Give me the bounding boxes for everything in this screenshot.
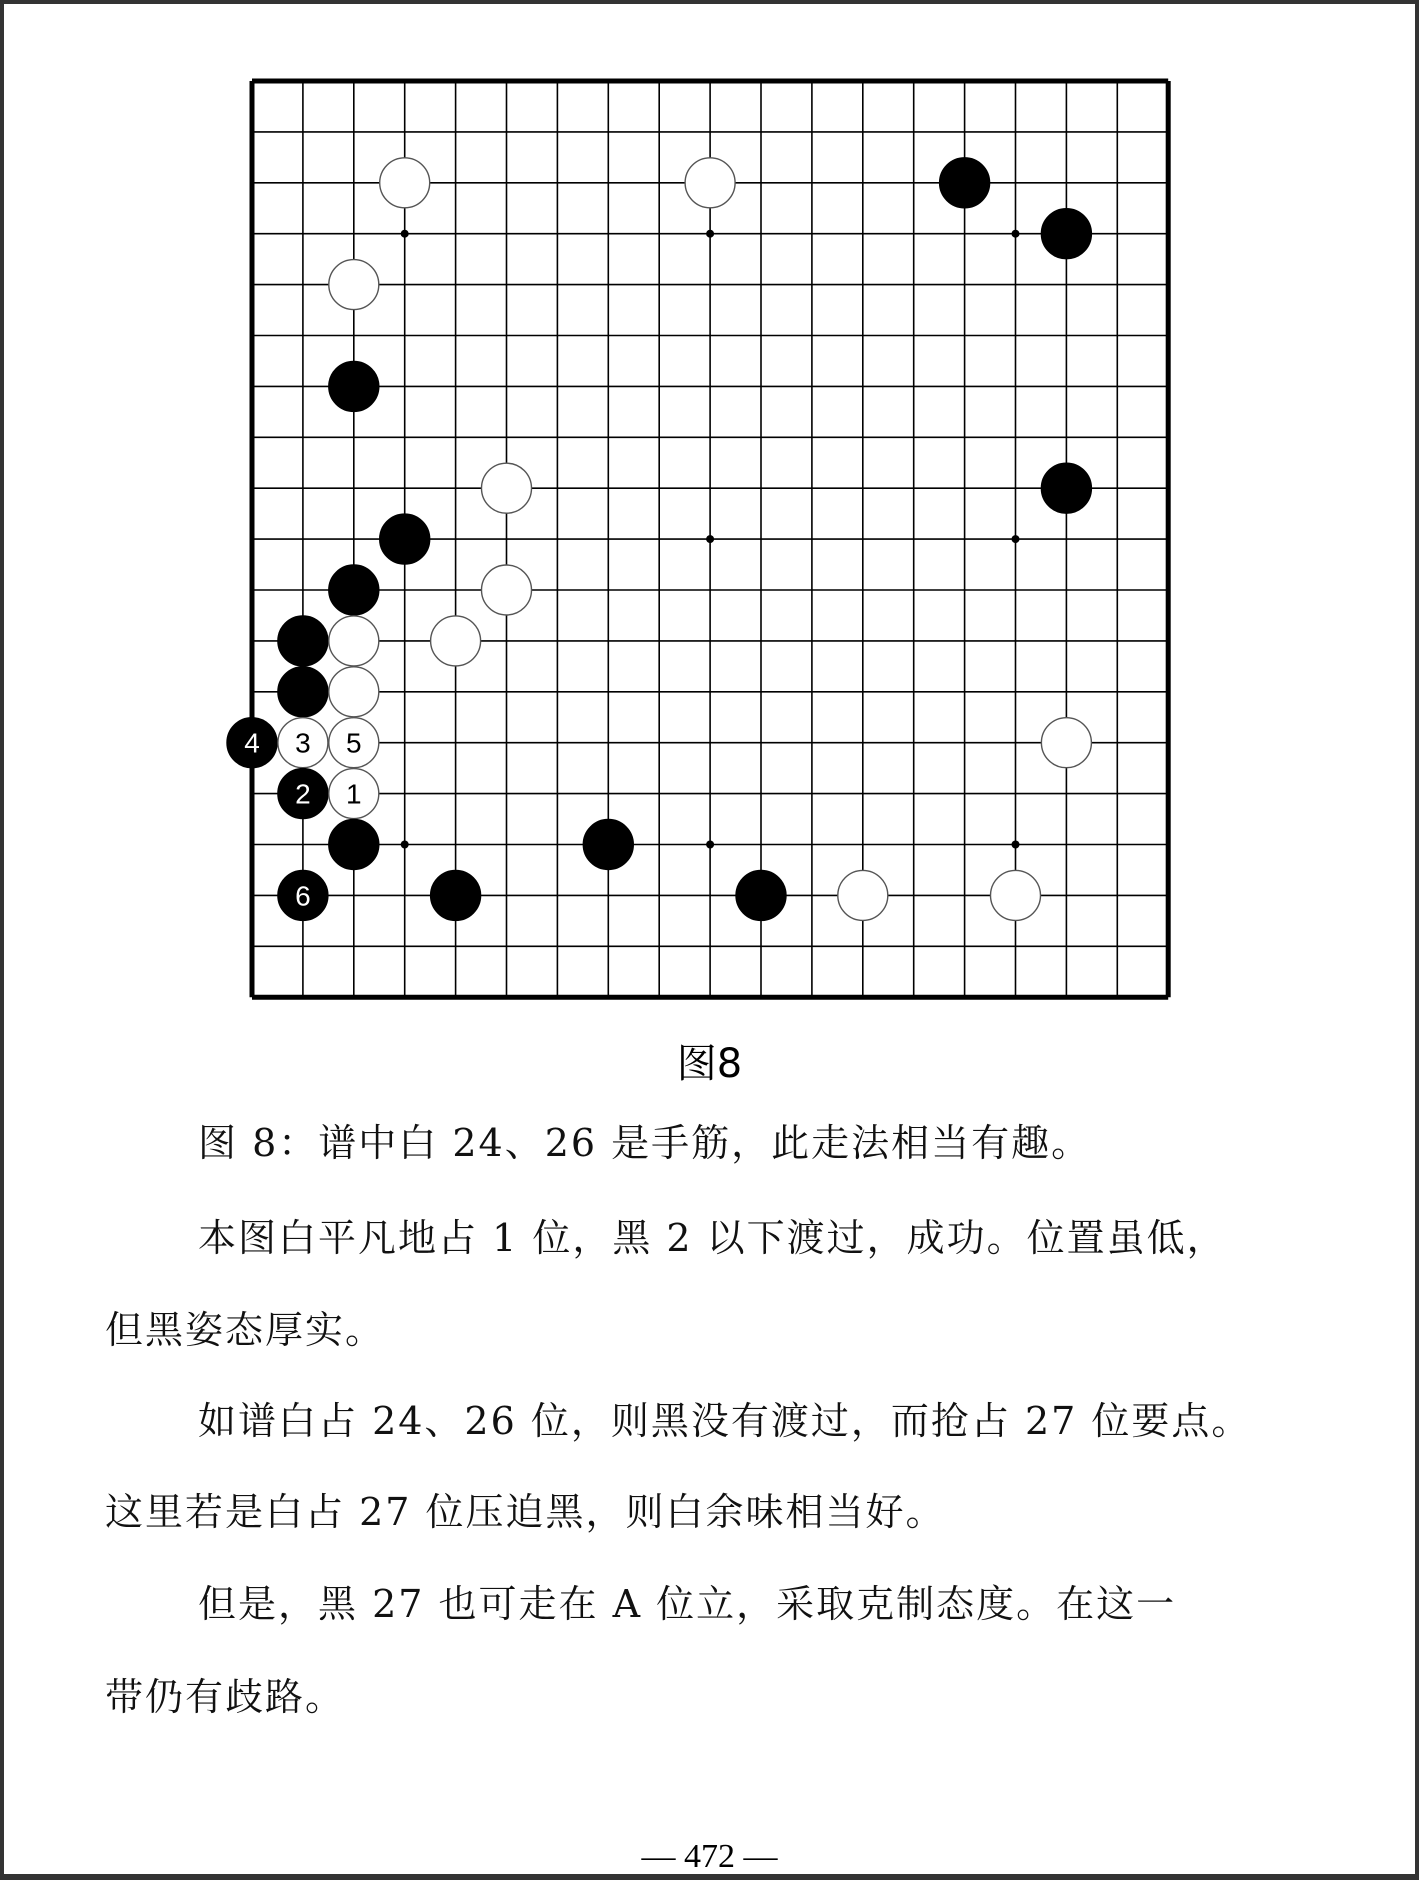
black-stone (278, 870, 328, 920)
star-point (401, 230, 409, 238)
paragraph-line: 带仍有歧路。 (105, 1675, 346, 1719)
black-stone (227, 718, 277, 768)
white-stone (329, 769, 379, 819)
white-stone (991, 870, 1041, 920)
black-stone (940, 158, 990, 208)
figure-caption: 图8 (676, 1041, 743, 1087)
paragraph-line: 但黑姿态厚实。 (105, 1308, 386, 1352)
black-stone (329, 361, 379, 411)
white-stone (329, 260, 379, 310)
black-stone (278, 769, 328, 819)
star-point (1012, 230, 1020, 238)
go-board (244, 81, 1172, 1001)
star-point (706, 230, 714, 238)
go-board-diagram (244, 81, 1172, 1001)
move-number: 2 (295, 778, 311, 810)
black-stone (1041, 463, 1091, 513)
black-stone (278, 667, 328, 717)
white-stone (1041, 718, 1091, 768)
white-stone (329, 667, 379, 717)
black-stone (380, 514, 430, 564)
black-stone (329, 820, 379, 870)
white-stone (482, 463, 532, 513)
black-stone (329, 565, 379, 615)
move-number: 3 (295, 727, 311, 759)
black-stone (583, 820, 633, 870)
paragraph-line: 本图白平凡地占 1 位，黑 2 以下渡过，成功。位置虽低， (198, 1216, 1227, 1260)
star-point (1012, 841, 1020, 849)
move-number: 1 (346, 778, 362, 810)
white-stone (329, 718, 379, 768)
move-number: 4 (244, 727, 260, 759)
paragraph-line: 图 8：谱中白 24、26 是手筋，此走法相当有趣。 (198, 1121, 1092, 1165)
black-stone (278, 616, 328, 666)
white-stone (482, 565, 532, 615)
white-stone (431, 616, 481, 666)
paragraph-line: 但是，黑 27 也可走在 A 位立，采取克制态度。在这一 (198, 1582, 1177, 1626)
white-stone (838, 870, 888, 920)
white-stone (380, 158, 430, 208)
black-stone (431, 870, 481, 920)
move-number: 6 (295, 880, 311, 912)
star-point (1012, 535, 1020, 543)
move-number: 5 (346, 727, 362, 759)
page-number: — 472 — (641, 1838, 778, 1875)
star-point (401, 841, 409, 849)
paragraph-line: 如谱白占 24、26 位，则黑没有渡过，而抢占 27 位要点。 (198, 1399, 1252, 1443)
paragraph-line: 这里若是白占 27 位压迫黑，则白余味相当好。 (105, 1490, 946, 1534)
star-point (706, 535, 714, 543)
star-point (706, 841, 714, 849)
white-stone (278, 718, 328, 768)
white-stone (329, 616, 379, 666)
black-stone (1041, 209, 1091, 259)
black-stone (736, 870, 786, 920)
white-stone (685, 158, 735, 208)
